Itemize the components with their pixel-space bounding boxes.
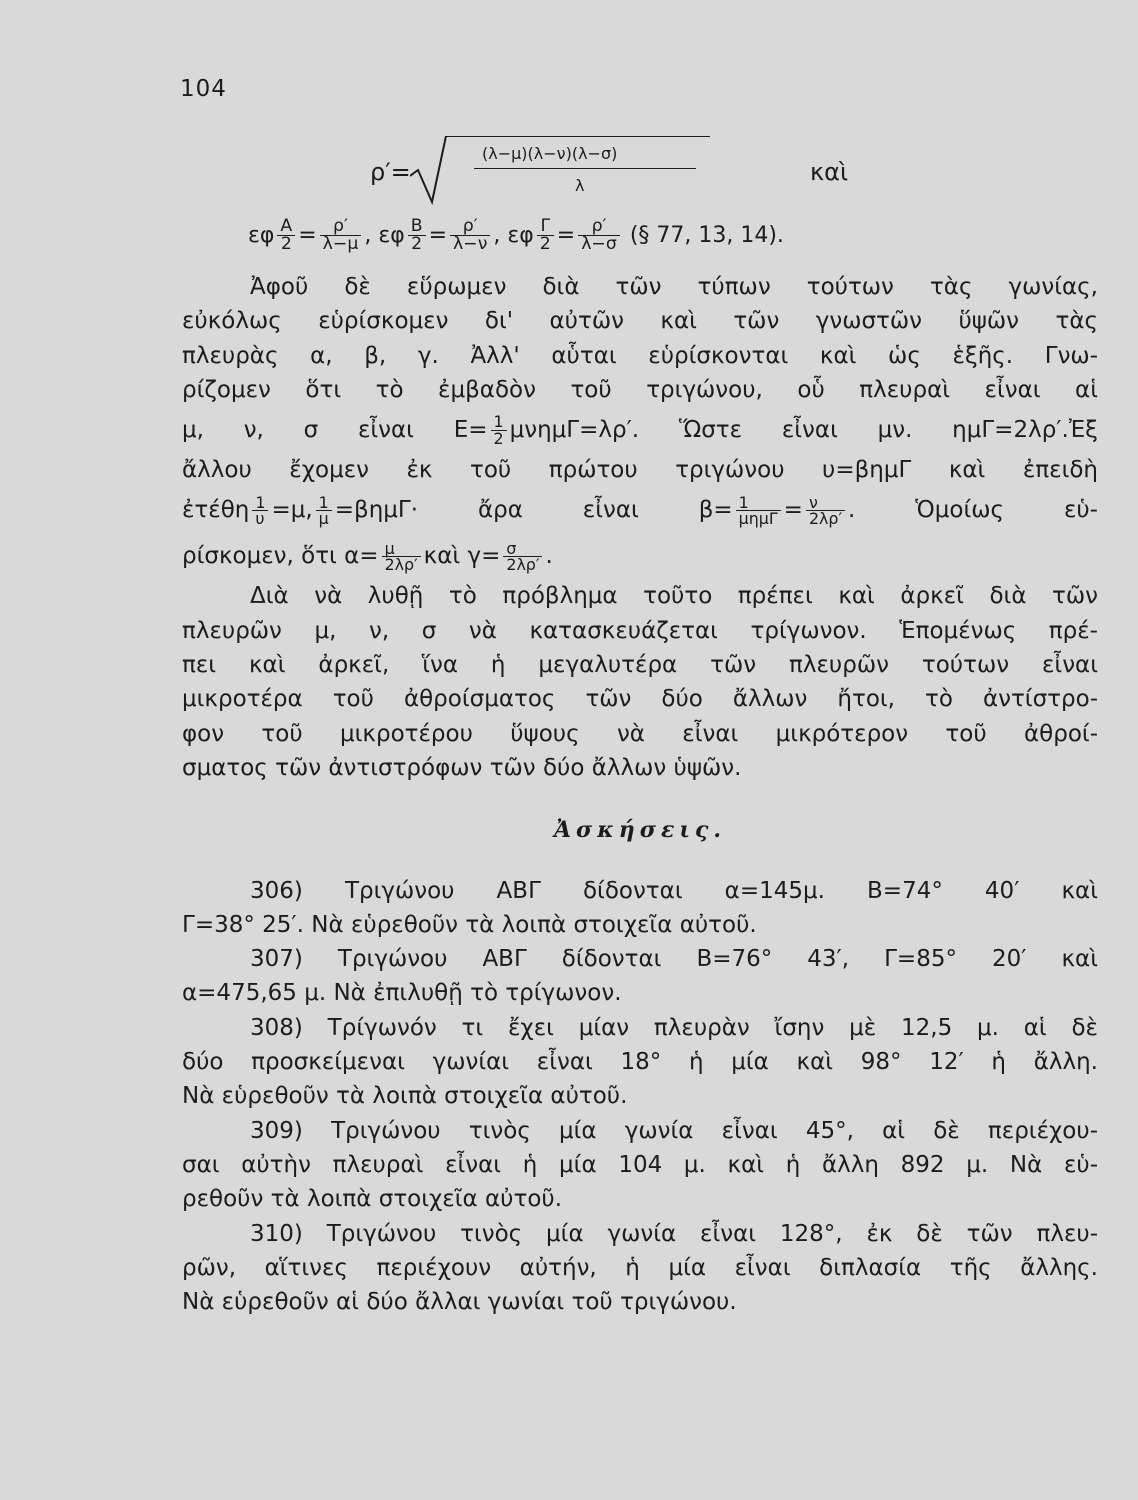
fraction xyxy=(578,218,620,254)
exercise-line: 308) Τρίγωνόν τι ἔχει μίαν πλευρὰν ἴσην μὲ 12,5 μ. αἱ δὲ xyxy=(250,1014,1098,1041)
denominator: μημΓ xyxy=(736,510,781,527)
inline-text: =βημΓ· ἄρα εἶναι β= xyxy=(334,497,733,524)
exercise-line: α=475,65 μ. Νὰ ἐπιλυθῇ τὸ τρίγωνον. xyxy=(182,980,622,1007)
denominator: 2 xyxy=(491,430,507,447)
numerator: 1 xyxy=(738,492,749,512)
denominator: λ−ν xyxy=(450,235,490,253)
formula-text: = xyxy=(556,222,576,248)
numerator: Β xyxy=(410,216,423,236)
inline-text: ἐτέθη xyxy=(182,497,250,524)
denominator: 2λρ′ xyxy=(806,510,845,527)
denominator: μ xyxy=(316,510,332,527)
numerator: σ xyxy=(506,538,517,558)
exercise-line: Γ=38° 25′. Νὰ εὑρεθοῦν τὰ λοιπὰ στοιχεῖα αὐτοῦ. xyxy=(182,911,757,938)
formula-lhs: ρ′= xyxy=(370,158,411,186)
section-reference: (§ 77, 13, 14). xyxy=(622,222,784,248)
numerator: ρ′ xyxy=(591,216,607,236)
text-line: Ἀφοῦ δὲ εὕρωμεν διὰ τῶν τύπων τούτων τὰς γωνίας, xyxy=(250,274,1098,300)
text-line: φον τοῦ μικροτέρου ὕψους νὰ εἶναι μικρότερον τοῦ ἀθροί- xyxy=(182,720,1098,747)
text-line: Διὰ νὰ λυθῇ τὸ πρόβλημα τοῦτο πρέπει καὶ ἀρκεῖ διὰ τῶν xyxy=(250,583,1098,610)
formula-numerator: (λ−μ)(λ−ν)(λ−σ) xyxy=(482,144,618,163)
fraction xyxy=(736,492,781,529)
exercise-line: Νὰ εὑρεθοῦν τὰ λοιπὰ στοιχεῖα αὐτοῦ. xyxy=(182,1083,628,1110)
denominator: 2 xyxy=(408,235,426,253)
inline-text: μνημΓ=λρ′. Ὥστε εἶναι μν. ημΓ=2λρ′.Ἐξ xyxy=(509,417,1098,444)
text-line: πλευρῶν μ, ν, σ νὰ κατασκευάζεται τρίγωνον. Ἑπομένως πρέ- xyxy=(182,617,1098,644)
exercise-line: 309) Τριγώνου τινὸς μία γωνία εἶναι 45°, αἱ δὲ περιέχου- xyxy=(250,1117,1098,1144)
denominator: λ−σ xyxy=(578,235,620,253)
exercise-line: 310) Τριγώνου τινὸς μία γωνία εἶναι 128°, ἐκ δὲ τῶν πλευ- xyxy=(250,1220,1098,1247)
text-line: σματος τῶν ἀντιστρόφων τῶν δύο ἄλλων ὑψῶν. xyxy=(182,754,742,781)
numerator: 1 xyxy=(255,492,266,512)
inline-text: . xyxy=(545,543,553,570)
text-line: ρίζομεν ὅτι τὸ ἐμβαδὸν τοῦ τριγώνου, οὗ πλευραὶ εἶναι αἱ xyxy=(182,376,1098,403)
fraction xyxy=(320,218,362,254)
inline-text: καὶ γ= xyxy=(423,543,501,570)
denominator: υ xyxy=(252,510,268,527)
exercise-line: ρῶν, αἵτινες περιέχουν αὐτήν, ἡ μία εἶναι διπλασία τῆς ἄλλης. xyxy=(182,1254,1098,1281)
fraction-bar xyxy=(474,168,696,169)
fraction xyxy=(806,492,845,529)
exercise-line: 307) Τριγώνου ΑΒΓ δίδονται Β=76° 43′, Γ=85° 20′ καὶ xyxy=(250,946,1098,973)
text-line: πει καὶ ἀρκεῖ, ἵνα ἡ μεγαλυτέρα τῶν πλευρῶν τούτων εἶναι xyxy=(182,652,1098,679)
formula-text: , εφ xyxy=(493,222,534,248)
half-angle-formulas xyxy=(248,218,784,254)
formula-conjunction: καὶ xyxy=(810,158,849,186)
fraction xyxy=(316,492,332,529)
text-line xyxy=(182,487,1098,533)
numerator: ρ′ xyxy=(333,216,348,236)
inline-text: = xyxy=(783,497,803,524)
numerator: 1 xyxy=(493,412,504,432)
radius-formula xyxy=(370,136,890,216)
numerator: 1 xyxy=(318,492,329,512)
exercise-line: 306) Τριγώνου ΑΒΓ δίδονται α=145μ. Β=74° 40′ καὶ xyxy=(250,877,1098,904)
page-number: 104 xyxy=(180,76,227,102)
denominator: 2 xyxy=(537,235,554,253)
inline-text: μ, ν, σ εἶναι Ε= xyxy=(182,417,488,444)
page-body xyxy=(182,270,1098,1319)
denominator: 2λρ′ xyxy=(503,556,542,573)
numerator: Α xyxy=(280,216,293,236)
numerator: μ xyxy=(384,538,395,558)
formula-text: = xyxy=(298,222,317,248)
inline-text: . Ὁμοίως εὑ- xyxy=(848,497,1098,524)
denominator: λ−μ xyxy=(320,235,362,253)
numerator: Γ xyxy=(540,216,551,236)
text-line: πλευρὰς α, β, γ. Ἀλλ' αὗται εὑρίσκονται καὶ ὡς ἑξῆς. Γνω- xyxy=(182,342,1098,369)
exercise-line: Νὰ εὑρεθοῦν αἱ δύο ἄλλαι γωνίαι τοῦ τριγώνου. xyxy=(182,1289,737,1316)
exercise-line: ρεθοῦν τὰ λοιπὰ στοιχεῖα αὐτοῦ. xyxy=(182,1186,563,1213)
formula-text: εφ xyxy=(248,222,275,248)
exercise-line: δύο προσκείμεναι γωνίαι εἶναι 18° ἡ μία καὶ 98° 12′ ἡ ἄλλη. xyxy=(182,1049,1098,1076)
formula-text: = xyxy=(428,222,448,248)
denominator: 2λρ′ xyxy=(382,556,421,573)
fraction xyxy=(252,492,268,529)
formula-denominator: λ xyxy=(575,176,585,195)
text-line: εὐκόλως εὑρίσκομεν δι' αὐτῶν καὶ τῶν γνωστῶν ὕψῶν τὰς xyxy=(182,308,1098,335)
numerator: ν xyxy=(808,492,818,512)
formula-text: , εφ xyxy=(364,222,405,248)
text-line: ἄλλου ἔχομεν ἐκ τοῦ πρώτου τριγώνου υ=βημΓ καὶ ἐπειδὴ xyxy=(182,457,1098,484)
denominator: 2 xyxy=(277,235,295,253)
exercise-line: σαι αὐτὴν πλευραὶ εἶναι ἡ μία 104 μ. καὶ ἡ ἄλλη 892 μ. Νὰ εὑ- xyxy=(182,1151,1098,1178)
numerator: ρ′ xyxy=(462,216,478,236)
fraction xyxy=(450,218,490,254)
exercises-heading: Ἀσκήσεις. xyxy=(553,817,727,844)
fraction xyxy=(491,414,507,447)
text-line xyxy=(182,533,1098,579)
fraction xyxy=(408,218,426,254)
text-line xyxy=(182,407,1098,453)
fraction xyxy=(537,218,554,254)
fraction xyxy=(503,538,542,575)
fraction xyxy=(277,218,295,254)
fraction xyxy=(382,538,421,575)
text-line: μικροτέρα τοῦ ἀθροίσματος τῶν δύο ἄλλων ἤτοι, τὸ ἀντίστρο- xyxy=(182,686,1098,713)
inline-text: =μ, xyxy=(271,497,313,524)
inline-text: ρίσκομεν, ὅτι α= xyxy=(182,543,379,570)
